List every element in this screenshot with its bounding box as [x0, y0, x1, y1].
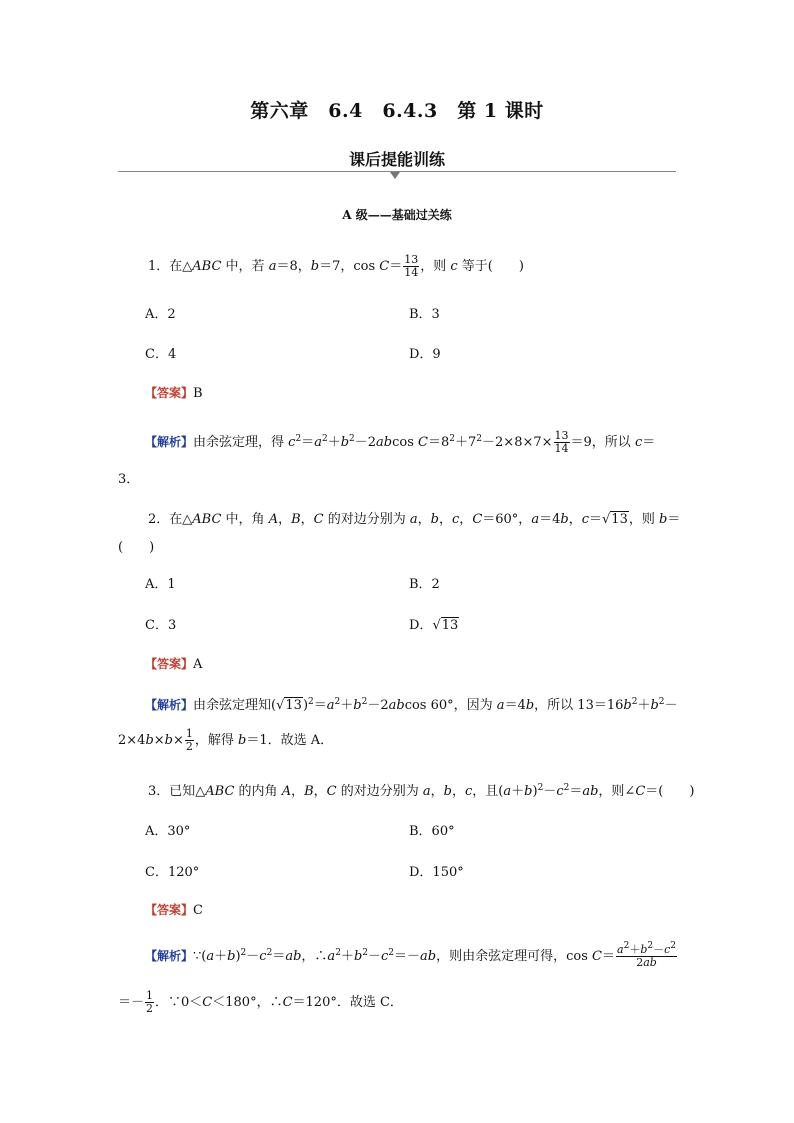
question-3-analysis: 【解析】$\because(a+b)^2-c^2=ab$，$\therefore a^2+b^2-c^2=-ab$，则由余弦定理可得，cos C＝ $\frac{a^2+b^2-c^2}{2ab}$: [145, 941, 676, 969]
question-2-answer: 【答案】A: [145, 657, 203, 672]
question-2-option-a: A．1: [145, 577, 176, 592]
question-3-stem: 3．已知△ABC 的内角 A，B，C 的对边分别为 a，b，c，且$(a+b)^2-c^2=ab$，则∠C＝( ): [148, 783, 695, 799]
page-subtitle: 课后提能训练: [348, 150, 445, 169]
question-1-option-c: C．4: [145, 347, 177, 362]
question-2-analysis-cont: 2×4b×b× $\frac{1}{2}$ ，解得 b＝1．故选 A．: [118, 727, 334, 753]
question-2-stem-cont: ( ): [118, 540, 155, 555]
question-1-option-d: D．9: [409, 347, 441, 362]
question-3-analysis-cont: ＝－ $\frac{1}{2}$ ．∵0＜C＜180°，∴C＝120°．故选 C．: [118, 989, 403, 1015]
answer-tag: 【答案】: [145, 386, 194, 400]
question-2-analysis: 【解析】由余弦定理知$(√13)^2=a^2+b^2-2abcos$ 60°，因为 a＝4b，所以 $13=16b^2+b^2-$: [145, 697, 678, 713]
question-1-stem: 1．在△ABC 中，若 a＝8，b＝7，cos C＝ $\frac{13}{14}$ ，则 c 等于( ): [148, 253, 524, 279]
analysis-tag: 【解析】: [145, 435, 194, 449]
question-1-option-b: B．3: [409, 307, 440, 322]
question-1-answer: 【答案】B: [145, 386, 203, 401]
analysis-tag: 【解析】: [145, 949, 194, 963]
answer-tag: 【答案】: [145, 903, 194, 917]
divider-triangle-icon: [390, 172, 400, 179]
question-3-option-c: C．120°: [145, 865, 200, 880]
page-title: 第六章 6.4 6.4.3 第 1 课时: [250, 100, 544, 122]
answer-tag: 【答案】: [145, 657, 194, 671]
section-level-title: A 级——基础过关练: [342, 208, 452, 222]
question-1-analysis-cont: 3．: [118, 472, 140, 487]
question-2-option-d: D．√13: [409, 618, 459, 633]
question-2-stem: 2．在△ABC 中，角 A，B，C 的对边分别为 a，b，c，C＝60°，a＝4b，c＝√13，则 b＝: [148, 512, 681, 527]
question-2-option-b: B．2: [409, 577, 440, 592]
question-1-option-a: A．2: [145, 307, 176, 322]
question-3-option-a: A．30°: [145, 824, 191, 839]
analysis-tag: 【解析】: [145, 698, 194, 712]
question-1-analysis: 【解析】由余弦定理，得 $c^2=a^2+b^2-2abcos$ $C=8^2+7^2-2\times 8\times 7\times$ $\frac{13}{14}$ ＝9，所以 c＝: [145, 429, 656, 455]
question-3-option-d: D．150°: [409, 865, 464, 880]
question-3-answer: 【答案】C: [145, 903, 203, 918]
question-3-option-b: B．60°: [409, 824, 455, 839]
question-2-option-c: C．3: [145, 618, 177, 633]
